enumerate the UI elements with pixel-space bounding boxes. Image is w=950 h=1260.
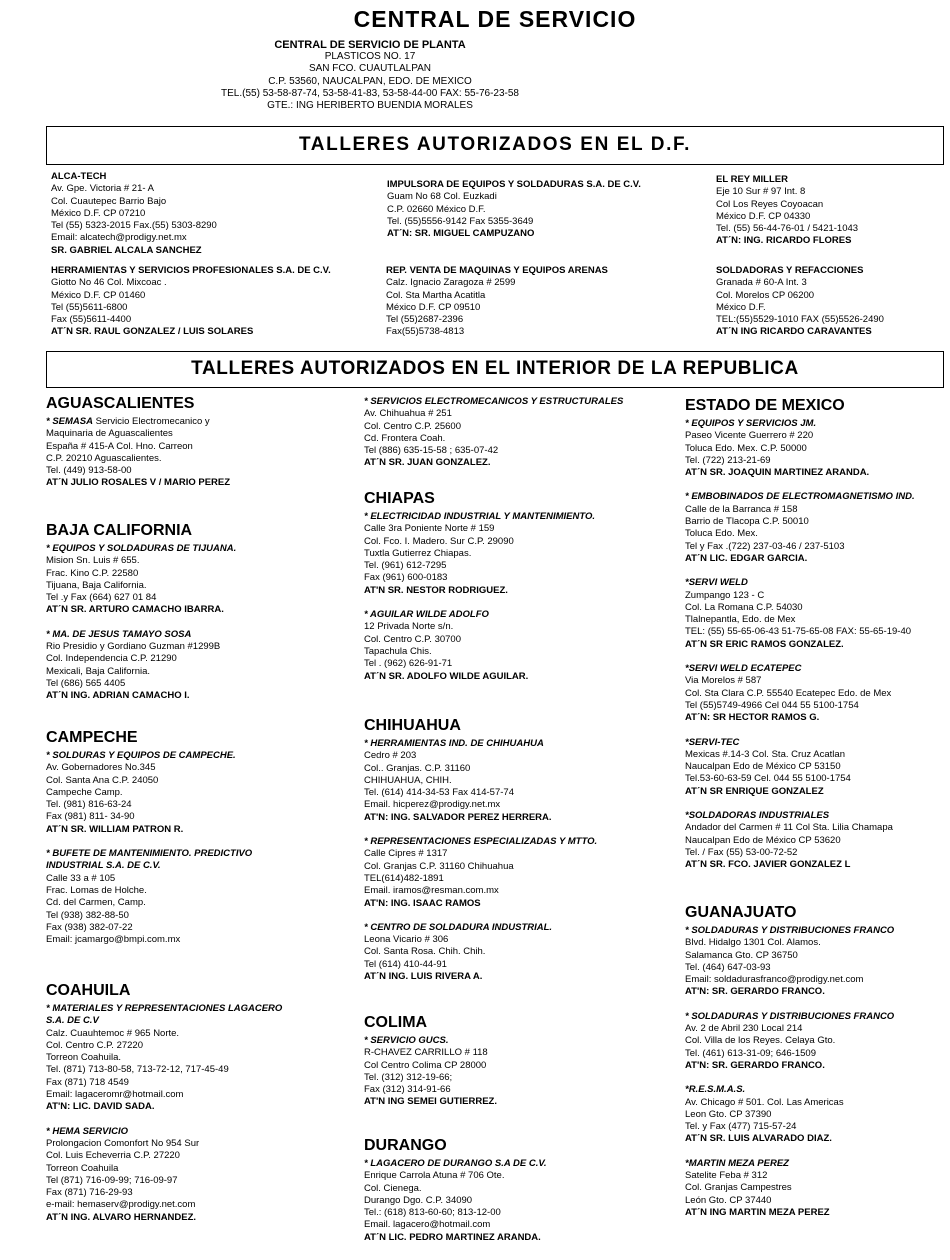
workshop-address-line: Tel. y Fax (477) 715-57-24 (685, 1121, 797, 1133)
workshop-address-line: Col. Luis Echeverria C.P. 27220 (46, 1150, 180, 1162)
workshop-address-line: Email: soldadurasfranco@prodigy.net.com (685, 974, 864, 986)
workshop-address-line: Tel . (962) 626-91-71 (364, 658, 453, 670)
workshop-contact: AT´N ING. ADRIAN CAMACHO I. (46, 690, 190, 702)
workshop-address-line: Tel. (312) 312-19-66; (364, 1071, 453, 1083)
workshop-address-line: Tel (871) 716-09-99; 716-09-97 (46, 1174, 178, 1186)
workshop-address-line: CHIHUAHUA, CHIH. (364, 774, 452, 786)
state-section (46, 521, 346, 715)
shop-line: Eje 10 Sur # 97 Int. 8 (716, 186, 806, 198)
workshop-address-line: Zumpango 123 - C (685, 589, 765, 601)
state-section (685, 903, 947, 1231)
workshop-name-text: * CENTRO DE SOLDADURA INDUSTRIAL. (364, 921, 553, 933)
shop-line: Email: alcatech@prodigy.net.mx (51, 232, 187, 244)
state-section (364, 716, 674, 995)
shop-contact: SR. GABRIEL ALCALA SANCHEZ (51, 244, 202, 256)
shop-line: Giotto No 46 Col. Mixcoac . (51, 277, 167, 289)
workshop-name-text: * SERVICIO GUCS. (364, 1035, 449, 1046)
workshop-address-line: Tel. (449) 913-58-00 (46, 465, 132, 477)
workshop-address-line: Rio Presidio y Gordiano Guzman #1299B (46, 641, 221, 653)
workshop-address-line: Mexicali, Baja California. (46, 665, 151, 677)
workshop-contact: AT'N: SR. GERARDO FRANCO. (685, 1059, 825, 1071)
workshop-address-line: Barrio de Tlacopa C.P. 50010 (685, 516, 809, 528)
workshop-address-line: Email. iramos@resman.com.mx (364, 885, 499, 897)
workshop-contact: AT'N: SR. GERARDO FRANCO. (685, 986, 825, 998)
shop-line: Guam No 68 Col. Euzkadi (387, 191, 497, 203)
workshop-entry (46, 543, 346, 617)
shop-line: México D.F. CP 09510 (386, 301, 481, 313)
df-shop (716, 174, 858, 248)
shop-line: Granada # 60-A Int. 3 (716, 277, 807, 289)
interior-banner: TALLERES AUTORIZADOS EN EL INTERIOR DE LA REPUBLICA (46, 351, 944, 388)
shop-name: EL REY MILLER (716, 174, 788, 185)
workshop-address-line: Cd. Frontera Coah. (364, 432, 446, 444)
workshop-address-line: Tel y Fax .(722) 237-03-46 / 237-5103 (685, 540, 845, 552)
workshop-address-line: Tel. (461) 613-31-09; 646-1509 (685, 1047, 816, 1059)
workshop-name-line2: S.A. DE C.V (46, 1015, 99, 1027)
df-shop (51, 171, 217, 257)
workshop-contact: AT´N SR. ADOLFO WILDE AGUILAR. (364, 670, 529, 682)
workshop-entry (364, 511, 674, 597)
workshop-address-line: Satelite Feba # 312 (685, 1170, 768, 1182)
workshop-address-line: Calle 33 a # 105 (46, 872, 116, 884)
workshop-entry (685, 1158, 947, 1219)
workshop-address-line: Tel (938) 382-88-50 (46, 909, 129, 921)
state-section (46, 728, 346, 958)
workshop-address-line: Col. Granjas Campestres (685, 1182, 792, 1194)
state-section (46, 981, 346, 1236)
workshop-address-line: Tuxtla Gutierrez Chiapas. (364, 547, 472, 559)
workshop-entry (46, 1003, 346, 1114)
workshop-address-line: Col.. Granjas. C.P. 31160 (364, 762, 471, 774)
workshop-address-line: León Gto. CP 37440 (685, 1194, 772, 1206)
workshop-contact: AT´N SR. WILLIAM PATRON R. (46, 823, 184, 835)
workshop-entry (685, 418, 947, 479)
workshop-name (46, 629, 346, 641)
workshop-name-text: * LAGACERO DE DURANGO S.A DE C.V. (364, 1158, 547, 1169)
workshop-address-line: Av. Chicago # 501. Col. Las Americas (685, 1096, 844, 1108)
workshop-address-line: Email. lagacero@hotmail.com (364, 1219, 491, 1231)
state-heading: ESTADO DE MEXICO (685, 397, 845, 414)
workshop-contact: AT´N ING MARTIN MEZA PEREZ (685, 1206, 830, 1218)
workshop-address-line: Fax (871) 718 4549 (46, 1076, 129, 1088)
workshop-entry (46, 629, 346, 703)
workshop-address-line: Av. Gobernadores No.345 (46, 762, 156, 774)
workshop-contact: AT´N ING. ALVARO HERNANDEZ. (46, 1211, 197, 1223)
workshop-name (364, 836, 674, 848)
workshop-entry (46, 416, 346, 490)
workshop-contact: AT´N SR. FCO. JAVIER GONZALEZ L (685, 859, 851, 871)
workshop-address-line: Tel. (981) 816-63-24 (46, 799, 132, 811)
workshop-address-line: Fax (871) 716-29-93 (46, 1187, 133, 1199)
workshop-address-line: Col Centro Colima CP 28000 (364, 1059, 487, 1071)
workshop-entry (685, 810, 947, 871)
workshop-name-text: *SERVI WELD (685, 577, 748, 589)
workshop-address-line: Fax (981) 811- 34-90 (46, 811, 135, 823)
workshop-address-line: Torreon Coahuila (46, 1162, 119, 1174)
workshop-name (46, 416, 346, 428)
workshop-name-text: * SOLDADURAS Y DISTRIBUCIONES FRANCO (685, 925, 895, 936)
shop-name: SOLDADORAS Y REFACCIONES (716, 265, 864, 276)
workshop-name (46, 1126, 346, 1138)
workshop-name (364, 396, 674, 408)
state-heading: AGUASCALIENTES (46, 395, 195, 412)
workshop-address-line: Frac. Lomas de Holche. (46, 884, 147, 896)
workshop-address-line: Col. Sta Clara C.P. 55540 Ecatepec Edo. de Mex (685, 687, 892, 699)
workshop-entry (364, 396, 674, 470)
workshop-entry (364, 922, 674, 983)
workshop-address-line: Naucalpan Edo de México CP 53620 (685, 834, 841, 846)
workshop-address-line: Tel (55)5749-4966 Cel 044 55 5100-1754 (685, 699, 859, 711)
workshop-address-line: Col. Cienega. (364, 1182, 422, 1194)
workshop-address-line: Cd. del Carmen, Camp. (46, 897, 146, 909)
workshop-name (364, 1035, 674, 1047)
workshop-contact: AT´N ING. LUIS RIVERA A. (364, 971, 483, 983)
workshop-contact: AT´N SR. ARTURO CAMACHO IBARRA. (46, 604, 224, 616)
workshop-address-line: Tel (686) 565 4405 (46, 677, 126, 689)
workshop-address-line: España # 415-A Col. Hno. Carreon (46, 440, 193, 452)
state-heading: CAMPECHE (46, 729, 138, 746)
workshop-contact: AT'N: LIC. DAVID SADA. (46, 1101, 155, 1113)
workshop-address-line: Tel. (871) 713-80-58, 713-72-12, 717-45-49 (46, 1064, 229, 1076)
workshop-address-line: Col. Villa de los Reyes. Celaya Gto. (685, 1035, 836, 1047)
shop-contact: AT´N ING RICARDO CARAVANTES (716, 326, 872, 338)
df-banner: TALLERES AUTORIZADOS EN EL D.F. (46, 126, 944, 165)
workshop-address-line: Paseo Vicente Guerrero # 220 (685, 430, 814, 442)
plant-line: C.P. 53560, NAUCALPAN, EDO. DE MEXICO (268, 75, 472, 87)
workshop-name-text: * EQUIPOS Y SERVICIOS JM. (685, 418, 817, 429)
workshop-address-line: Maquinaria de Aguascalientes (46, 428, 173, 440)
workshop-name (364, 609, 674, 621)
df-shop (387, 179, 641, 240)
workshop-contact: AT´N LIC. PEDRO MARTINEZ ARANDA. (364, 1231, 541, 1243)
plant-line: PLASTICOS NO. 17 (324, 51, 416, 63)
state-section (364, 1136, 674, 1256)
shop-line: Col. Morelos CP 06200 (716, 289, 815, 301)
shop-line: Tel. (55) 56-44-76-01 / 5421-1043 (716, 223, 859, 235)
page-title: CENTRAL DE SERVICIO (353, 6, 637, 32)
workshop-contact: AT´N SR. JUAN GONZALEZ. (364, 457, 491, 469)
shop-line: Fax(55)5738-4813 (386, 326, 465, 338)
workshop-entry (685, 1011, 947, 1072)
workshop-name (46, 543, 346, 555)
workshop-address-line: Calle 3ra Poniente Norte # 159 (364, 523, 495, 535)
workshop-address-line: Cedro # 203 (364, 750, 417, 762)
workshop-name (685, 418, 947, 430)
workshop-entry (685, 577, 947, 651)
workshop-entry (364, 609, 674, 683)
shop-line: Tel. (55)5556-9142 Fax 5355-3649 (387, 215, 534, 227)
state-section (46, 394, 346, 502)
workshop-address-line: Tlalnepantla, Edo. de Mex (685, 614, 796, 626)
shop-contact: AT´N: SR. MIGUEL CAMPUZANO (387, 228, 535, 240)
workshop-name-text: *MARTIN MEZA PEREZ (685, 1157, 789, 1169)
workshop-contact: AT'N: ING. SALVADOR PEREZ HERRERA. (364, 811, 552, 823)
workshop-entry (364, 1158, 674, 1244)
shop-line: Col Los Reyes Coyoacan (716, 198, 824, 210)
workshop-name (685, 1158, 947, 1170)
workshop-address-line: Tel. (722) 213-21-69 (685, 454, 771, 466)
workshop-name-text: *SERVI WELD ECATEPEC (685, 663, 802, 675)
workshop-address-line: Calle Cipres # 1317 (364, 848, 448, 860)
shop-line: Fax (55)5611-4400 (51, 314, 132, 326)
workshop-name (46, 848, 346, 860)
workshop-entry (685, 663, 947, 724)
workshop-address-line: Andador del Carmen # 11 Col Sta. Lilia Chamapa (685, 822, 893, 834)
workshop-address-line: Tel (886) 635-15-58 ; 635-07-42 (364, 445, 499, 457)
state-section (364, 396, 674, 482)
workshop-address-line: Campeche Camp. (46, 786, 123, 798)
workshop-address-line: Tijuana, Baja California. (46, 579, 147, 591)
workshop-address-line: Tel. / Fax (55) 53-00-72-52 (685, 846, 798, 858)
workshop-name-extra: Servicio Electromecanico y (92, 416, 210, 427)
shop-line: México D.F. CP 01460 (51, 289, 146, 301)
workshop-address-line: Durango Dgo. C.P. 34090 (364, 1194, 473, 1206)
workshop-address-line: Tel.: (618) 813-60-60; 813-12-00 (364, 1207, 501, 1219)
state-section (364, 1013, 674, 1121)
shop-line: Calz. Ignacio Zaragoza # 2599 (386, 277, 516, 289)
workshop-name-text: * HERRAMIENTAS IND. DE CHIHUAHUA (364, 738, 544, 749)
workshop-address-line: Col. Centro C.P. 25600 (364, 420, 461, 432)
workshop-name (364, 1158, 674, 1170)
workshop-name (46, 750, 346, 762)
workshop-address-line: TEL: (55) 55-65-06-43 51-75-65-08 FAX: 55-65-19-40 (685, 626, 912, 638)
workshop-name-text: * MA. DE JESUS TAMAYO SOSA (46, 628, 192, 640)
workshop-address-line: Fax (961) 600-0183 (364, 572, 448, 584)
state-section (364, 489, 674, 695)
workshop-contact: AT´N: SR HECTOR RAMOS G. (685, 712, 820, 724)
workshop-address-line: Mexicas #.14-3 Col. Sta. Cruz Acatlan (685, 748, 845, 760)
workshop-address-line: Av. 2 de Abril 230 Local 214 (685, 1023, 803, 1035)
workshop-address-line: Enrique Carrola Atuna # 706 Ote. (364, 1170, 505, 1182)
workshop-address-line: Tel .y Fax (664) 627 01 84 (46, 592, 157, 604)
workshop-contact: AT´N JULIO ROSALES V / MARIO PEREZ (46, 477, 231, 489)
workshop-name-text: * MATERIALES Y REPRESENTACIONES LAGACERO (46, 1003, 283, 1014)
workshop-name (685, 1084, 947, 1096)
shop-contact: AT´N SR. RAUL GONZALEZ / LUIS SOLARES (51, 326, 254, 338)
workshop-address-line: TEL(614)482-1891 (364, 872, 444, 884)
workshop-name-text: * SOLDURAS Y EQUIPOS DE CAMPECHE. (46, 750, 236, 761)
workshop-address-line: Mision Sn. Luis # 655. (46, 555, 140, 567)
workshop-contact: AT´N SR. LUIS ALVARADO DIAZ. (685, 1133, 832, 1145)
workshop-address-line: Calz. Cuauhtemoc # 965 Norte. (46, 1027, 180, 1039)
shop-name: REP. VENTA DE MAQUINAS Y EQUIPOS ARENAS (386, 265, 608, 276)
workshop-address-line: Fax (312) 314-91-66 (364, 1084, 451, 1096)
workshop-name-text: * SOLDADURAS Y DISTRIBUCIONES FRANCO (685, 1010, 895, 1022)
shop-contact: AT´N: ING. RICARDO FLORES (716, 235, 852, 247)
workshop-name-text: * SERVICIOS ELECTROMECANICOS Y ESTRUCTURALES (364, 396, 624, 407)
workshop-address-line: e-mail: hemaserv@prodigy.net.com (46, 1199, 196, 1211)
workshop-contact: AT'N ING SEMEI GUTIERREZ. (364, 1096, 497, 1108)
workshop-contact: AT´N SR ENRIQUE GONZALEZ (685, 785, 824, 797)
workshop-address-line: Leona Vicario # 306 (364, 934, 449, 946)
workshop-entry (46, 750, 346, 836)
df-shop (51, 265, 331, 339)
workshop-entry (364, 1035, 674, 1109)
workshop-name-text: *SOLDADORAS INDUSTRIALES (685, 810, 830, 822)
shop-line: México D.F. (716, 301, 766, 313)
workshop-address-line: Col. Centro C.P. 30700 (364, 633, 461, 645)
shop-line: Tel (55) 5323-2015 Fax.(55) 5303-8290 (51, 220, 217, 232)
workshop-entry (46, 1126, 346, 1224)
workshop-contact: AT'N SR. NESTOR RODRIGUEZ. (364, 584, 508, 596)
workshop-entry (46, 848, 346, 946)
workshop-contact: AT'N: ING. ISAAC RAMOS (364, 897, 481, 909)
workshop-entry (364, 836, 674, 910)
shop-line: C.P. 02660 México D.F. (387, 203, 486, 215)
state-section (685, 396, 947, 884)
workshop-entry (685, 1084, 947, 1145)
workshop-name-text: * SEMASA (46, 416, 93, 427)
workshop-address-line: Av. Chihuahua # 251 (364, 408, 452, 420)
shop-line: México D.F. CP 07210 (51, 207, 146, 219)
state-heading: COAHUILA (46, 982, 131, 999)
workshop-address-line: Prolongacion Comonfort No 954 Sur (46, 1137, 200, 1149)
state-heading: DURANGO (364, 1137, 447, 1154)
workshop-entry (685, 737, 947, 798)
state-heading: CHIAPAS (364, 490, 435, 507)
workshop-address-line: Toluca Edo. Mex. C.P. 50000 (685, 442, 807, 454)
plant-name: CENTRAL DE SERVICIO DE PLANTA (274, 39, 466, 51)
workshop-address-line: Col. Independencia C.P. 21290 (46, 653, 177, 665)
state-heading: GUANAJUATO (685, 904, 797, 921)
state-heading: BAJA CALIFORNIA (46, 522, 193, 539)
workshop-name (364, 922, 674, 934)
plant-line: TEL.(55) 53-58-87-74, 53-58-41-83, 53-58-44-00 FAX: 55-76-23-58 (221, 87, 519, 99)
shop-line: Av. Gpe. Victoria # 21- A (51, 183, 154, 195)
workshop-address-line: Salamanca Gto. CP 36750 (685, 949, 798, 961)
workshop-address-line: Calle de la Barranca # 158 (685, 503, 798, 515)
workshop-address-line: Tel. (614) 414-34-53 Fax 414-57-74 (364, 787, 514, 799)
workshop-address-line: Col. La Romana C.P. 54030 (685, 601, 803, 613)
workshop-name-text: * EMBOBINADOS DE ELECTROMAGNETISMO IND. (685, 491, 915, 503)
workshop-name (685, 491, 947, 503)
workshop-address-line: Blvd. Hidalgo 1301 Col. Alamos. (685, 937, 821, 949)
workshop-address-line: R-CHAVEZ CARRILLO # 118 (364, 1047, 488, 1059)
workshop-address-line: Col. Santa Rosa. Chih. Chih. (364, 946, 486, 958)
shop-name: ALCA-TECH (51, 171, 107, 182)
workshop-address-line: Tel (614) 410-44-91 (364, 958, 447, 970)
workshop-name-text: * ELECTRICIDAD INDUSTRIAL Y MANTENIMIENTO. (364, 511, 596, 522)
workshop-address-line: Tapachula Chis. (364, 645, 432, 657)
workshop-address-line: Torreon Coahuila. (46, 1052, 121, 1064)
shop-name: HERRAMIENTAS Y SERVICIOS PROFESIONALES S.A. DE C.V. (51, 265, 331, 276)
workshop-address-line: Naucalpan Edo de México CP 53150 (685, 761, 841, 773)
workshop-name (364, 738, 674, 750)
workshop-name-text: *SERVI-TEC (685, 736, 740, 748)
workshop-address-line: Col. Fco. I. Madero. Sur C.P. 29090 (364, 535, 514, 547)
plant-address (0, 39, 740, 112)
workshop-contact: AT´N SR ERIC RAMOS GONZALEZ. (685, 638, 844, 650)
workshop-entry (685, 491, 947, 565)
workshop-contact: AT´N LIC. EDGAR GARCIA. (685, 552, 808, 564)
plant-line: SAN FCO. CUAUTLALPAN (308, 63, 432, 75)
workshop-address-line: Tel. (464) 647-03-93 (685, 961, 771, 973)
workshop-entry (685, 925, 947, 999)
workshop-address-line: Email. hicperez@prodigy.net.mx (364, 799, 501, 811)
workshop-name (46, 1003, 346, 1015)
workshop-address-line: Col. Centro C.P. 27220 (46, 1039, 143, 1051)
workshop-address-line: Via Morelos # 587 (685, 675, 762, 687)
workshop-address-line: Tel. (961) 612-7295 (364, 560, 447, 572)
workshop-name (685, 737, 947, 749)
workshop-name-text: * HEMA SERVICIO (46, 1125, 128, 1137)
workshop-address-line: Tel.53-60-63-59 Cel. 044 55 5100-1754 (685, 773, 851, 785)
plant-line: GTE.: ING HERIBERTO BUENDIA MORALES (267, 100, 473, 112)
workshop-name-text: * AGUILAR WILDE ADOLFO (364, 609, 489, 621)
shop-line: México D.F. CP 04330 (716, 210, 811, 222)
workshop-address-line: Leon Gto. CP 37390 (685, 1108, 772, 1120)
workshop-name (685, 577, 947, 589)
workshop-name (685, 663, 947, 675)
workshop-name (685, 1011, 947, 1023)
shop-line: Col. Cuautepec Barrio Bajo (51, 195, 167, 207)
workshop-address-line: C.P. 20210 Aguascalientes. (46, 452, 162, 464)
workshop-name-line2: INDUSTRIAL S.A. DE C.V. (46, 860, 161, 872)
workshop-address-line: Col. Granjas C.P. 31160 Chihuahua (364, 860, 514, 872)
workshop-name (685, 810, 947, 822)
workshop-address-line: 12 Privada Norte s/n. (364, 621, 454, 633)
state-heading: COLIMA (364, 1014, 428, 1031)
workshop-name (685, 925, 947, 937)
workshop-name-text: * REPRESENTACIONES ESPECIALIZADAS Y MTTO. (364, 836, 598, 848)
workshop-address-line: Col. Santa Ana C.P. 24050 (46, 774, 159, 786)
workshop-address-line: Email: jcamargo@bmpi.com.mx (46, 934, 181, 946)
shop-line: TEL:(55)5529-1010 FAX (55)5526-2490 (716, 314, 884, 326)
shop-line: Tel (55)5611-6800 (51, 301, 128, 313)
workshop-contact: AT´N SR. JOAQUIN MARTINEZ ARANDA. (685, 467, 870, 479)
shop-name: IMPULSORA DE EQUIPOS Y SOLDADURAS S.A. DE C.V. (387, 179, 641, 190)
workshop-entry (364, 738, 674, 824)
df-shop (386, 265, 608, 339)
workshop-name (364, 511, 674, 523)
workshop-name-text: * EQUIPOS Y SOLDADURAS DE TIJUANA. (46, 543, 237, 554)
workshop-address-line: Toluca Edo. Mex. (685, 528, 758, 540)
shop-line: Col. Sta Martha Acatitla (386, 289, 486, 301)
df-shop (716, 265, 884, 339)
workshop-name-text: *R.E.S.M.A.S. (685, 1084, 746, 1096)
workshop-address-line: Frac. Kino C.P. 22580 (46, 567, 139, 579)
workshop-name-text: * BUFETE DE MANTENIMIENTO. PREDICTIVO (46, 848, 253, 860)
shop-line: Tel (55)2687-2396 (386, 314, 464, 326)
state-heading: CHIHUAHUA (364, 717, 461, 734)
workshop-address-line: Fax (938) 382-07-22 (46, 921, 133, 933)
workshop-address-line: Email: lagaceromr@hotmail.com (46, 1089, 184, 1101)
